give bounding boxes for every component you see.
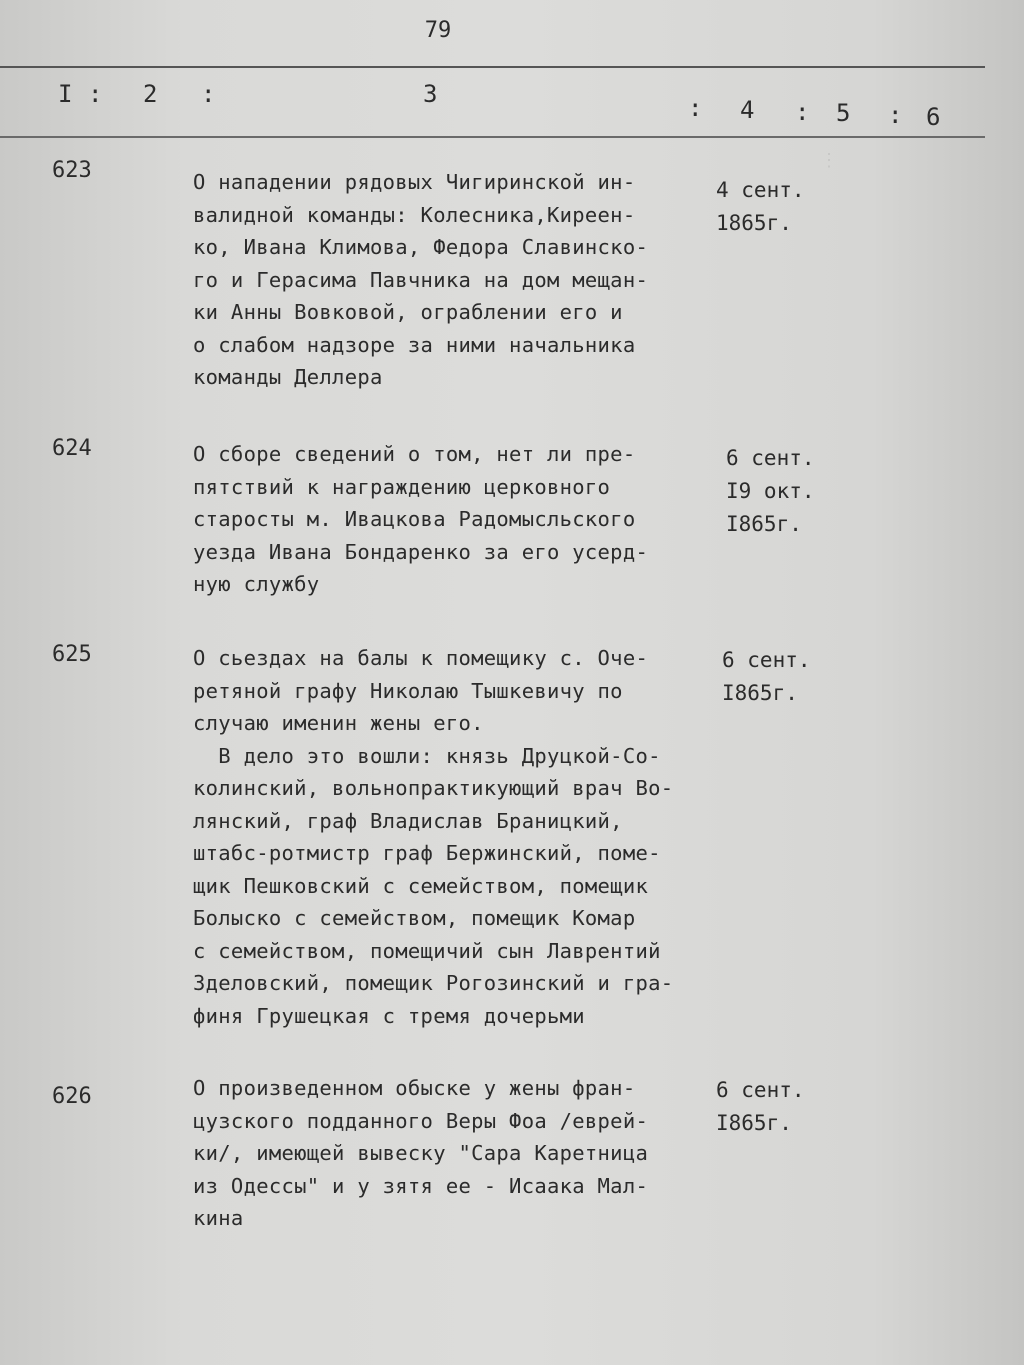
page-number: 79 xyxy=(424,18,452,43)
description-line: ки/, имеющей вывеску "Сара Каретница xyxy=(193,1141,649,1165)
date-line: I9 окт. xyxy=(726,479,815,503)
date-line: 1865г. xyxy=(716,211,792,235)
description-line: го и Герасима Павчника на дом мещан- xyxy=(193,267,649,292)
date-line: 6 сент. xyxy=(722,648,811,672)
entry-date xyxy=(716,174,836,240)
description-line: ную службу xyxy=(193,572,320,596)
description-line: старосты м. Ивацкова Радомысльского xyxy=(193,507,636,531)
description-line: О сборе сведений о том, нет ли пре- xyxy=(193,442,636,466)
entry-number: 624 xyxy=(52,436,92,461)
column-separator: : xyxy=(795,98,810,126)
column-separator: : xyxy=(201,80,216,108)
description-line: о слабом надзоре за ними начальника xyxy=(193,332,636,357)
entry-number: 625 xyxy=(52,642,92,667)
description-line: валидной команды: Колесника,Киреен- xyxy=(193,202,636,227)
bleed-through-text: ⋮ xyxy=(820,150,838,171)
entry-date xyxy=(726,442,846,541)
description-line: команды Деллера xyxy=(193,365,383,389)
description-line: Зделовский, помещик Рогозинский и гра- xyxy=(193,971,674,995)
description-line: лянский, граф Владислав Браницкий, xyxy=(193,808,623,833)
description-line: ко, Ивана Климова, Федора Славинско- xyxy=(193,235,649,259)
column-separator: : xyxy=(888,101,903,129)
description-line: финя Грушецкая с тремя дочерьми xyxy=(193,1003,585,1028)
description-line: из Одессы" и у зятя ее - Исаака Мал- xyxy=(193,1173,649,1198)
column-header-4: 4 xyxy=(740,96,755,124)
description-line: О произведенном обыске у жены фран- xyxy=(193,1076,636,1100)
description-line: В дело это вошли: князь Друцкой-Со- xyxy=(193,743,661,768)
column-header-6: 6 xyxy=(926,103,941,131)
column-header-1: I xyxy=(58,80,73,108)
description-line: пятствий к награждению церковного xyxy=(193,474,611,499)
description-line: О сьездах на балы к помещику с. Оче- xyxy=(193,646,649,670)
entry-description xyxy=(193,438,723,601)
entry-description xyxy=(193,1072,723,1235)
description-line: ки Анны Вовковой, ограблении его и xyxy=(193,300,623,324)
column-header-5: 5 xyxy=(836,99,851,127)
description-line: уезда Ивана Бондаренко за его усерд- xyxy=(193,539,649,564)
description-line: Болыско с семейством, помещик Комар xyxy=(193,906,636,930)
description-line: колинский, вольнопрактикующий врач Во- xyxy=(193,776,674,800)
description-line: кина xyxy=(193,1206,244,1230)
date-line: 6 сент. xyxy=(726,446,815,470)
description-line: О нападении рядовых Чигиринской ин- xyxy=(193,170,636,194)
description-line: с семейством, помещичий сын Лаврентий xyxy=(193,938,661,963)
column-header-3: 3 xyxy=(423,80,438,108)
description-line: штабс-ротмистр граф Бержинский, поме- xyxy=(193,841,661,865)
header-top-rule xyxy=(0,66,985,68)
header-bottom-rule xyxy=(0,136,985,138)
entry-number: 623 xyxy=(52,158,92,183)
description-line: случаю именин жены его. xyxy=(193,711,484,735)
date-line: I865г. xyxy=(716,1111,792,1135)
date-line: I865г. xyxy=(722,681,798,705)
entry-number: 626 xyxy=(52,1084,92,1109)
date-line: 6 сент. xyxy=(716,1078,805,1102)
column-separator: : xyxy=(688,94,703,122)
column-header-2: 2 xyxy=(143,80,158,108)
date-line: I865г. xyxy=(726,512,802,536)
description-line: ретяной графу Николаю Тышкевичу по xyxy=(193,678,623,703)
description-line: цузского подданного Веры Фоа /еврей- xyxy=(193,1108,649,1133)
entry-date xyxy=(722,644,842,710)
entry-description xyxy=(193,642,723,1032)
date-line: 4 сент. xyxy=(716,178,805,202)
entry-date xyxy=(716,1074,836,1140)
column-separator: : xyxy=(88,80,103,108)
entry-description xyxy=(193,166,723,394)
description-line: щик Пешковский с семейством, помещик xyxy=(193,873,649,898)
